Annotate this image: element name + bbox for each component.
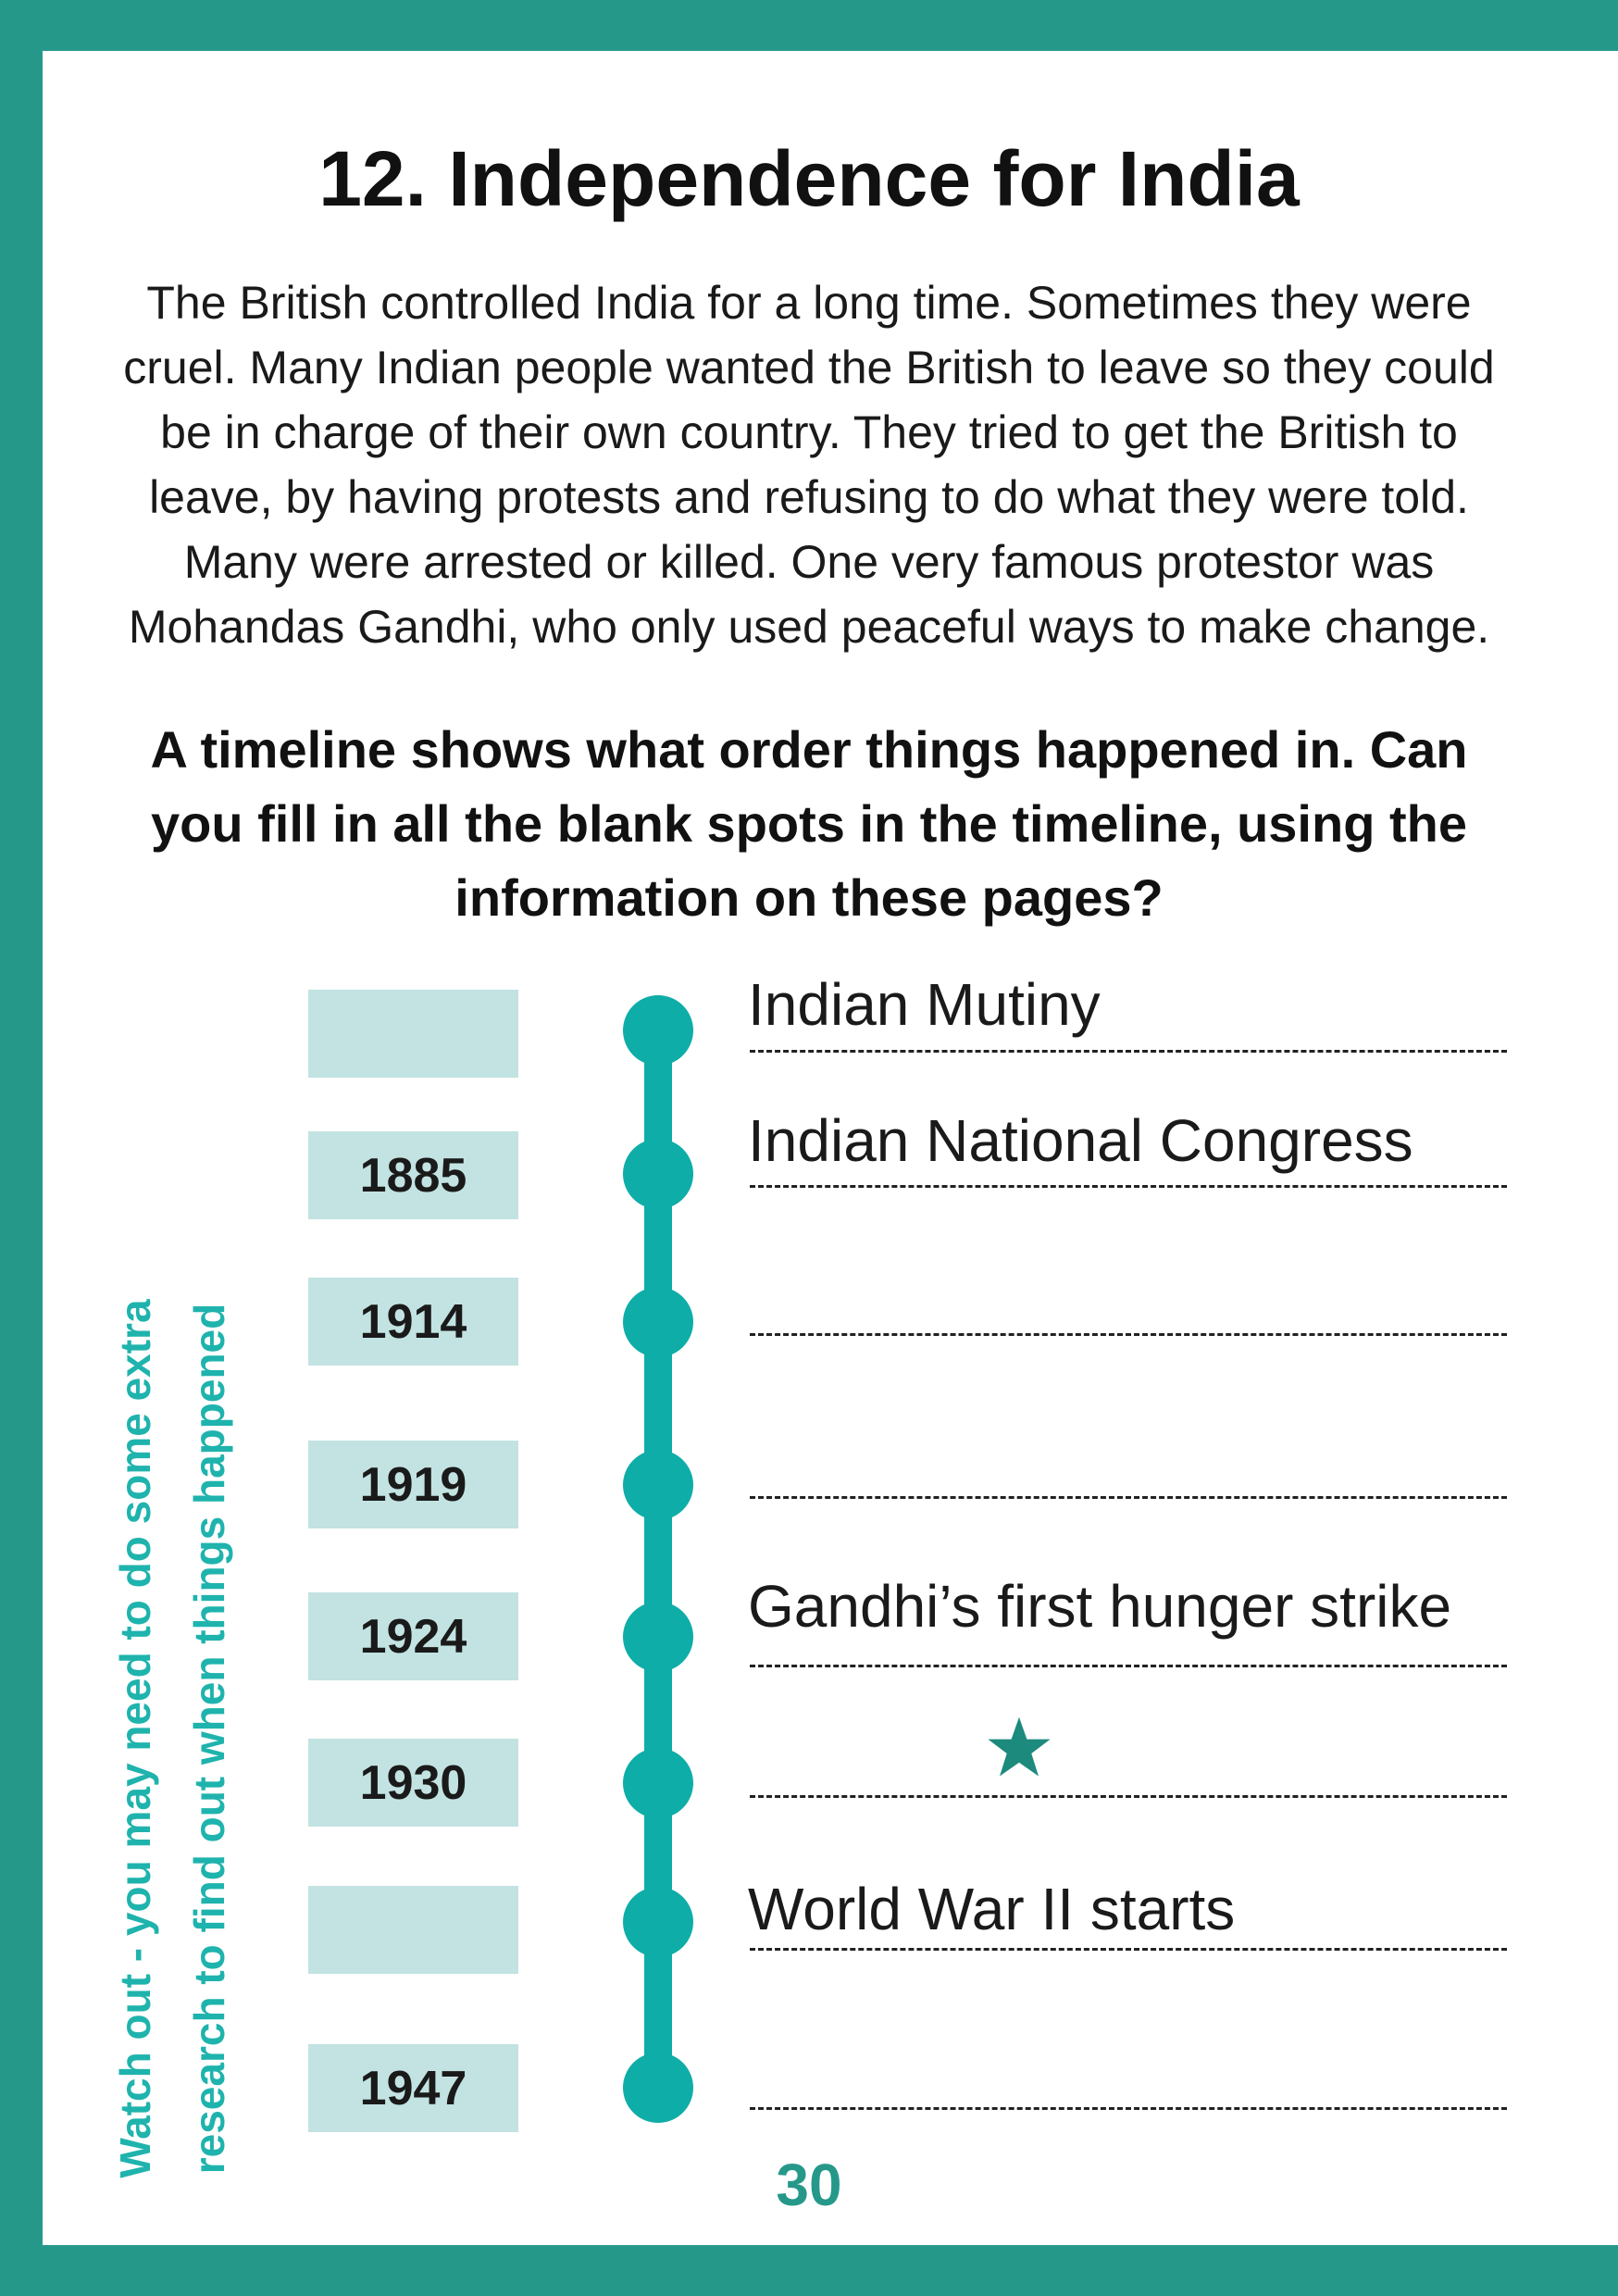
year-box-blank[interactable] bbox=[308, 990, 518, 1078]
timeline-dot bbox=[623, 2053, 693, 2123]
intro-line: Mohandas Gandhi, who only used peaceful ways to make change. bbox=[128, 601, 1490, 653]
research-tip-line: research to find out when things happened bbox=[185, 1303, 233, 2175]
timeline-dot bbox=[623, 1139, 693, 1209]
instruction-line: you fill in all the blank spots in the timeline, using the bbox=[151, 794, 1467, 853]
event-answer-line[interactable] bbox=[750, 2107, 1507, 2110]
intro-line: cruel. Many Indian people wanted the British to leave so they could bbox=[123, 342, 1495, 393]
year-box: 1885 bbox=[308, 1131, 518, 1219]
event-label: World War II starts bbox=[748, 1876, 1236, 1942]
timeline-dot bbox=[623, 1450, 693, 1520]
intro-line: be in charge of their own country. They tried to get the British to bbox=[160, 406, 1458, 458]
event-label: Gandhi’s first hunger strike bbox=[748, 1573, 1452, 1640]
event-answer-line[interactable] bbox=[750, 1496, 1507, 1499]
year-box: 1914 bbox=[308, 1278, 518, 1366]
timeline-dot bbox=[623, 1748, 693, 1818]
year-box: 1947 bbox=[308, 2044, 518, 2132]
event-answer-line[interactable] bbox=[750, 1665, 1507, 1667]
timeline-instruction bbox=[139, 713, 1479, 935]
page-number: 30 bbox=[776, 2152, 842, 2218]
event-answer-line[interactable] bbox=[750, 1333, 1507, 1336]
intro-line: The British controlled India for a long time. Sometimes they were bbox=[146, 277, 1472, 329]
year-box: 1924 bbox=[308, 1592, 518, 1680]
timeline-dot bbox=[623, 995, 693, 1066]
year-box: 1930 bbox=[308, 1739, 518, 1827]
year-box: 1919 bbox=[308, 1441, 518, 1529]
event-answer-line[interactable] bbox=[750, 1185, 1507, 1188]
event-answer-line[interactable] bbox=[750, 1948, 1507, 1951]
intro-line: leave, by having protests and refusing to do what they were told. bbox=[149, 471, 1469, 523]
event-label: Indian National Congress bbox=[748, 1107, 1413, 1174]
research-tip-line: Watch out - you may need to do some extra bbox=[111, 1299, 159, 2178]
research-tip bbox=[98, 1276, 265, 2202]
year-box-blank[interactable] bbox=[308, 1886, 518, 1974]
instruction-line: information on these pages? bbox=[454, 868, 1164, 927]
intro-line: Many were arrested or killed. One very famous protestor was bbox=[183, 536, 1435, 588]
event-label: Indian Mutiny bbox=[748, 971, 1101, 1038]
timeline-dot bbox=[623, 1887, 693, 1957]
timeline-dot bbox=[623, 1287, 693, 1357]
timeline-dot bbox=[623, 1602, 693, 1672]
event-answer-line[interactable] bbox=[750, 1050, 1507, 1053]
star-icon bbox=[987, 1715, 1052, 1779]
event-answer-line[interactable] bbox=[750, 1795, 1507, 1798]
intro-paragraph bbox=[93, 270, 1525, 659]
page-title: 12. Independence for India bbox=[318, 135, 1300, 222]
instruction-line: A timeline shows what order things happened in. Can bbox=[150, 720, 1468, 779]
